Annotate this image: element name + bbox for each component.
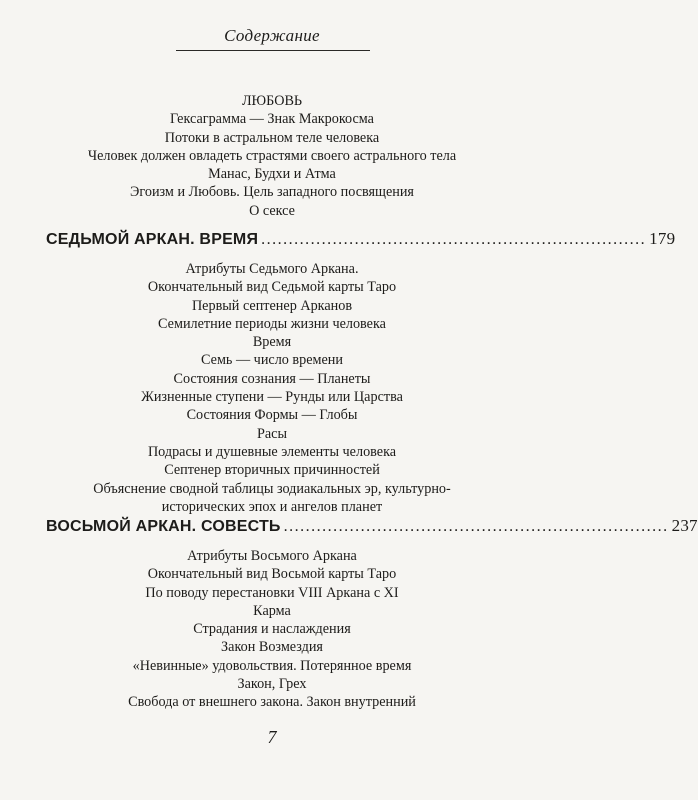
toc-entry: Закон, Грех [237, 676, 307, 693]
toc-entry: Закон Возмездия [221, 639, 323, 656]
toc-entry: Карма [253, 602, 291, 619]
section-love-entries [0, 92, 544, 220]
toc-entry: По поводу перестановки VIII Аркана с XI [145, 584, 399, 601]
toc-entry: Время [252, 334, 292, 351]
toc-entry: Семь — число времени [201, 352, 343, 369]
toc-entry: Объяснение сводной таблицы зодиакальных эр, культурно-исторических эпох и ангелов планет [93, 480, 451, 515]
toc-entry: Состояния Формы — Глобы [186, 407, 358, 424]
toc-entry: Окончательный вид Восьмой карты Таро [147, 566, 397, 583]
toc-entry: Семилетние периоды жизни человека [158, 315, 386, 332]
toc-entry: Эгоизм и Любовь. Цель западного посвящения [130, 184, 414, 201]
toc-entry: Манас, Будхи и Атма [208, 166, 336, 183]
toc-entry: Жизненные ступени — Рунды или Царства [141, 389, 403, 406]
toc-entry: Человек должен овладеть страстями своего астрального тела [87, 147, 457, 164]
toc-entry: Атрибуты Восьмого Аркана [187, 548, 357, 564]
header-rule [176, 50, 370, 51]
chapter-title: СЕДЬМОЙ АРКАН. ВРЕМЯ [46, 231, 259, 248]
toc-entry: Атрибуты Седьмого Аркана. [185, 261, 359, 277]
dot-leader: ...................................................................... [283, 518, 669, 535]
toc-entry: Потоки в астральном теле человека [164, 129, 380, 146]
toc-entry: Состояния сознания — Планеты [173, 370, 371, 387]
toc-entry: Свобода от внешнего закона. Закон внутренний [128, 694, 416, 711]
toc-entry: Септенер вторичных причинностей [164, 462, 380, 479]
chapter8-entries [0, 547, 544, 712]
page-title: Содержание [224, 26, 320, 45]
chapter-page-number: 237 [671, 516, 698, 535]
chapter-heading-seventh-arcana [46, 229, 676, 249]
page-number: 7 [267, 727, 277, 747]
toc-entry: Подрасы и душевные элементы человека [147, 443, 397, 460]
toc-entry: О сексе [249, 202, 295, 219]
chapter7-entries [0, 260, 544, 516]
toc-entry: Первый септенер Арканов [191, 297, 353, 314]
page-header [0, 26, 544, 46]
chapter-title: ВОСЬМОЙ АРКАН. СОВЕСТЬ [46, 518, 281, 535]
toc-entry: Окончательный вид Седьмой карты Таро [147, 279, 397, 296]
toc-entry: «Невинные» удовольствия. Потерянное время [132, 657, 412, 674]
toc-entry: ЛЮБОВЬ [241, 93, 303, 109]
chapter-heading-eighth-arcana [46, 516, 698, 536]
dot-leader: ...................................................................... [261, 231, 647, 248]
toc-entry: Гексаграмма — Знак Макрокосма [170, 111, 374, 128]
toc-entry: Расы [256, 425, 288, 442]
toc-entry: Страдания и наслаждения [193, 621, 351, 638]
chapter-page-number: 179 [649, 229, 676, 248]
